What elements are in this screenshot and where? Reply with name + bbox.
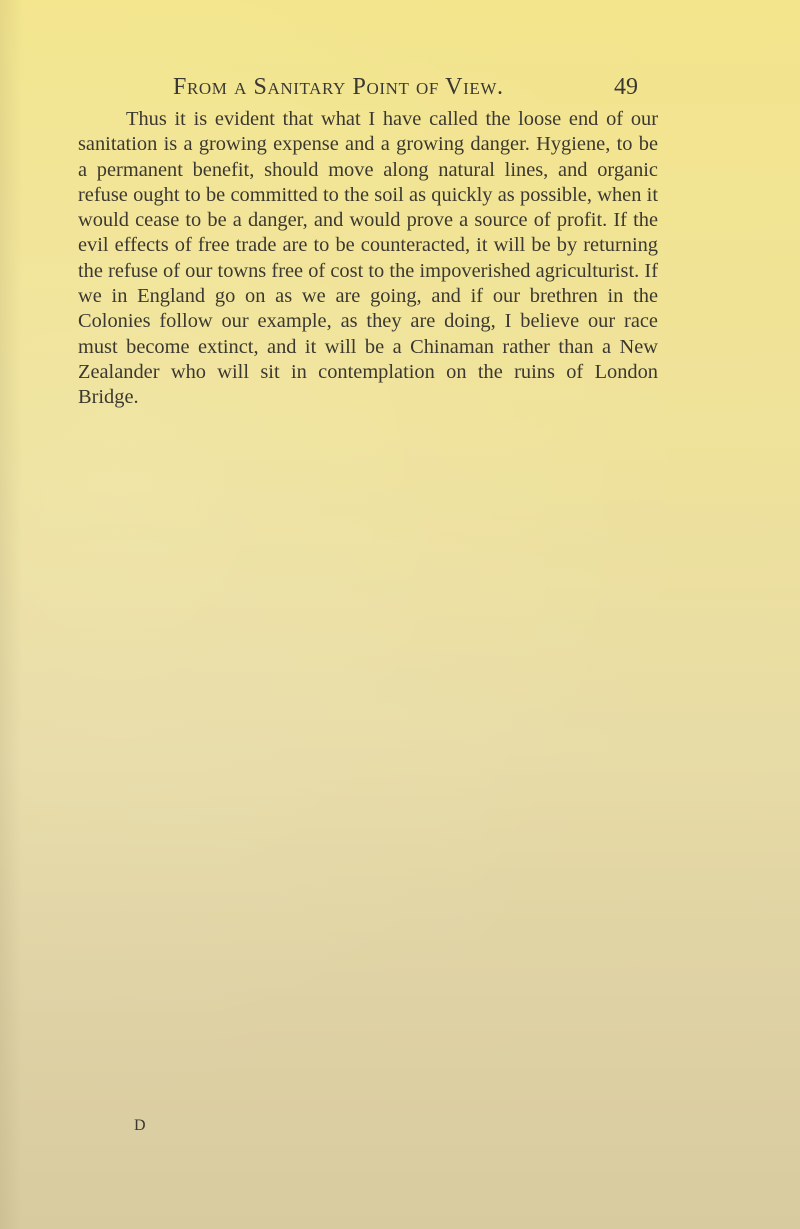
signature-mark: D (134, 1117, 146, 1134)
page-number: 49 (614, 74, 638, 100)
running-title: From a Sanitary Point of View. (173, 74, 504, 100)
running-header (0, 70, 800, 110)
page-edge-shadow (0, 0, 22, 1229)
body-paragraph: Thus it is evident that what I have called the loose end of our sanitation is a growing expense and a growing danger. Hygiene, to be a permanent benefit, should move along natural lines, and organic refuse ought to be committed to the soil as quickly as possible, when it would cease to be a danger, and would prove a source of profit. If the evil effects of free trade are to be counteracted, it will be by returning the refuse of our towns free of cost to the impoverished agriculturist. If we in England go on as we are going, and if our brethren in the Colonies follow our example, as they are doing, I believe our race must become extinct, and it will be a Chinaman rather than a New Zealander who will sit in contemplation on the ruins of London Bridge. (78, 108, 658, 409)
